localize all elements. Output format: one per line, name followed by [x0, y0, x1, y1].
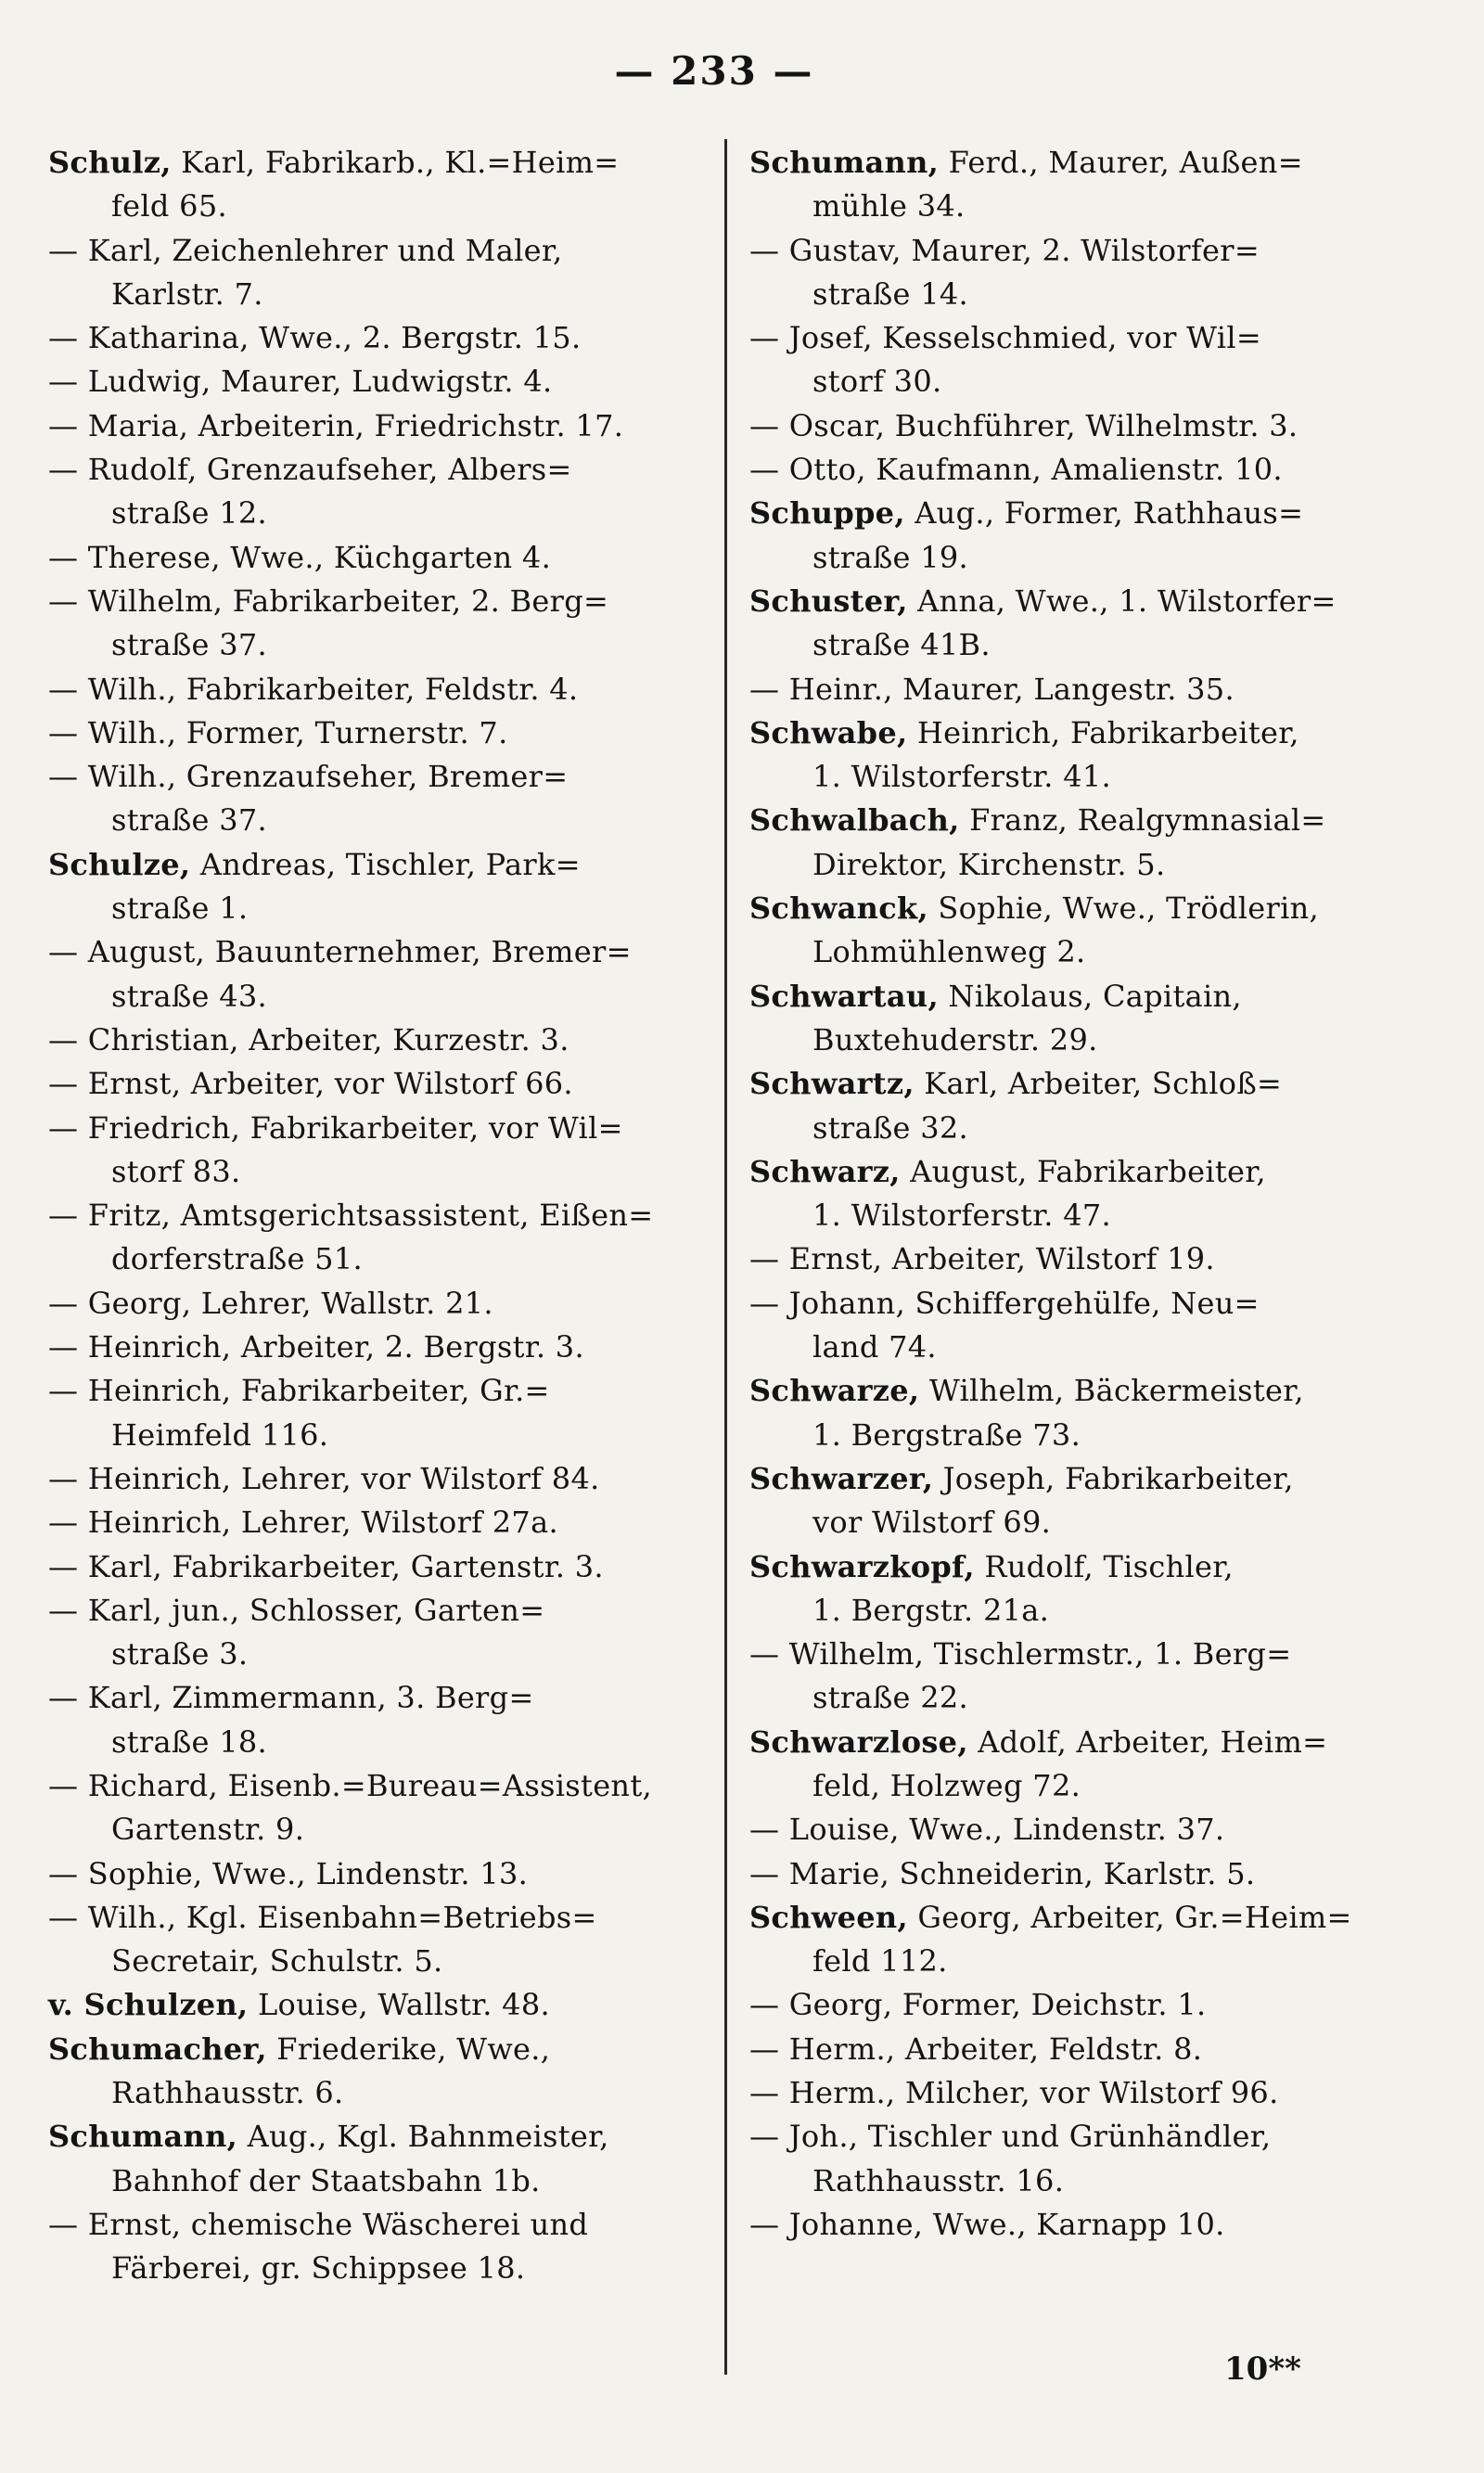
entry-continuation: 1. Wilstorferstr. 47.: [812, 1198, 1112, 1234]
signature-mark: 10**: [1224, 2351, 1301, 2388]
directory-entry: [48, 1107, 716, 1195]
entry-line: — Herm., Arbeiter, Feldstr. 8.: [749, 2031, 1203, 2067]
directory-entry: [48, 1326, 716, 1369]
surname-heading: Schwartz,: [749, 1066, 915, 1102]
entry-line: — Wilh., Former, Turnerstr. 7.: [48, 714, 508, 750]
entry-continuation: straße 41B.: [812, 627, 991, 663]
entry-continuation: Direktor, Kirchenstr. 5.: [812, 846, 1166, 882]
surname-heading: Schuppe,: [749, 495, 905, 532]
directory-entry: [749, 2071, 1436, 2115]
entry-continuation: straße 19.: [812, 539, 969, 575]
entry-continuation: 1. Wilstorferstr. 41.: [812, 759, 1112, 795]
directory-entry: [749, 404, 1436, 448]
directory-entry: [48, 843, 716, 931]
directory-entry: [48, 711, 716, 755]
column-divider: [724, 139, 727, 2375]
directory-entry: [48, 316, 716, 360]
entry-line: — Wilh., Kgl. Eisenbahn=Betriebs=: [48, 1899, 597, 1935]
entry-details: Anna, Wwe., 1. Wilstorfer=: [907, 583, 1337, 619]
directory-entry: [749, 975, 1436, 1063]
directory-entry: [749, 316, 1436, 404]
directory-entry: [48, 404, 716, 448]
entry-line: — Wilhelm, Fabrikarbeiter, 2. Berg=: [48, 583, 609, 619]
entry-line: — Oscar, Buchführer, Wilhelmstr. 3.: [749, 407, 1298, 443]
entry-line: — Katharina, Wwe., 2. Bergstr. 15.: [48, 320, 582, 356]
directory-entry: [749, 141, 1436, 229]
entry-line: — Heinrich, Lehrer, Wilstorf 27a.: [48, 1505, 558, 1541]
surname-heading: Schwartau,: [749, 978, 939, 1014]
entry-details: Ferd., Maurer, Außen=: [939, 145, 1303, 180]
directory-entry: [749, 887, 1436, 975]
directory-entry: [749, 711, 1436, 800]
directory-entry: [749, 2028, 1436, 2071]
directory-entry: [749, 448, 1436, 492]
entry-line: — Otto, Kaufmann, Amalienstr. 10.: [749, 452, 1283, 488]
directory-entry: [749, 1457, 1436, 1545]
entry-line: — Joh., Tischler und Grünhändler,: [749, 2119, 1272, 2155]
entry-line: — Christian, Arbeiter, Kurzestr. 3.: [48, 1021, 569, 1057]
entry-continuation: straße 43.: [111, 978, 268, 1014]
entry-line: — Wilh., Grenzaufseher, Bremer=: [48, 759, 569, 795]
entry-line: [48, 2115, 716, 2159]
entry-line: — Georg, Lehrer, Wallstr. 21.: [48, 1285, 493, 1321]
surname-heading: Schwalbach,: [749, 802, 960, 839]
directory-entry: [749, 2115, 1436, 2203]
directory-entry: [48, 1852, 716, 1896]
directory-entry: [48, 1019, 716, 1062]
entry-continuation: Buxtehuderstr. 29.: [812, 1021, 1098, 1057]
entry-line: [749, 580, 1436, 623]
directory-entry: [48, 1501, 716, 1544]
entry-line: — Herm., Milcher, vor Wilstorf 96.: [749, 2075, 1279, 2111]
entry-line: — Richard, Eisenb.=Bureau=Assistent,: [48, 1767, 652, 1803]
entry-continuation: 1. Bergstraße 73.: [812, 1416, 1081, 1453]
entry-details: Georg, Arbeiter, Gr.=Heim=: [907, 1899, 1352, 1935]
entry-line: — Karl, Zeichenlehrer und Maler,: [48, 232, 563, 268]
directory-entry: [749, 2203, 1436, 2247]
entry-continuation: Heimfeld 116.: [111, 1416, 329, 1453]
entry-details: Franz, Realgymnasial=: [959, 802, 1326, 839]
directory-entry: [749, 1721, 1436, 1809]
entry-continuation: straße 14.: [812, 275, 969, 312]
directory-entry: [48, 1194, 716, 1282]
entry-line: [48, 843, 716, 887]
entry-continuation: storf 83.: [111, 1153, 241, 1189]
directory-entry: [48, 1983, 716, 2027]
directory-entry: [48, 2028, 716, 2116]
entry-line: — Maria, Arbeiterin, Friedrichstr. 17.: [48, 407, 624, 443]
entry-details: Aug., Kgl. Bahnmeister,: [237, 2119, 609, 2155]
entry-line: — Heinrich, Lehrer, vor Wilstorf 84.: [48, 1460, 600, 1496]
entry-details: Aug., Former, Rathhaus=: [904, 495, 1304, 532]
entry-details: Louise, Wallstr. 48.: [248, 1987, 550, 2023]
entry-continuation: straße 22.: [812, 1680, 969, 1716]
directory-entry: [48, 668, 716, 711]
entry-continuation: Rathhausstr. 16.: [812, 2162, 1065, 2198]
directory-entry: [749, 1808, 1436, 1852]
directory-entry: [48, 360, 716, 404]
entry-continuation: storf 30.: [812, 364, 942, 400]
entry-line: — Karl, Zimmermann, 3. Berg=: [48, 1680, 534, 1716]
entry-line: — Ernst, Arbeiter, Wilstorf 19.: [749, 1241, 1215, 1277]
directory-entry: [749, 1633, 1436, 1721]
entry-line: — Marie, Schneiderin, Karlstr. 5.: [749, 1855, 1256, 1891]
entry-continuation: Rathhausstr. 6.: [111, 2075, 344, 2111]
entry-line: [48, 2028, 716, 2071]
directory-entry: [48, 580, 716, 668]
directory-entry: [749, 1896, 1436, 1984]
entry-details: Nikolaus, Capitain,: [938, 978, 1242, 1014]
entry-details: Andreas, Tischler, Park=: [190, 846, 581, 882]
directory-entry: [48, 2203, 716, 2291]
entry-continuation: mühle 34.: [812, 188, 966, 224]
right-column: [749, 141, 1436, 2247]
entry-details: Wilhelm, Bäckermeister,: [919, 1373, 1304, 1409]
entry-continuation: straße 32.: [812, 1109, 969, 1146]
entry-line: [48, 141, 716, 185]
entry-line: [749, 1457, 1436, 1501]
entry-line: — Louise, Wwe., Lindenstr. 37.: [749, 1812, 1225, 1848]
directory-entry: [749, 492, 1436, 580]
left-column: [48, 141, 716, 2291]
directory-entry: [48, 1369, 716, 1457]
entry-line: — August, Bauunternehmer, Bremer=: [48, 934, 632, 970]
directory-entry: [48, 1545, 716, 1589]
directory-entry: [749, 1852, 1436, 1896]
surname-heading: Schumann,: [48, 2119, 238, 2155]
entry-details: Friederike, Wwe.,: [266, 2031, 551, 2067]
directory-entry: [48, 755, 716, 843]
entry-line: — Ernst, Arbeiter, vor Wilstorf 66.: [48, 1066, 573, 1102]
entry-details: Karl, Arbeiter, Schloß=: [914, 1066, 1283, 1102]
directory-entry: [48, 1676, 716, 1764]
directory-entry: [48, 1457, 716, 1501]
entry-continuation: Lohmühlenweg 2.: [812, 934, 1086, 970]
surname-heading: Schumacher,: [48, 2031, 267, 2067]
entry-line: — Heinrich, Arbeiter, 2. Bergstr. 3.: [48, 1329, 584, 1365]
entry-continuation: straße 37.: [111, 627, 268, 663]
directory-entry: [749, 668, 1436, 711]
directory-entry: [749, 1282, 1436, 1370]
entry-line: [749, 799, 1436, 842]
entry-line: — Ludwig, Maurer, Ludwigstr. 4.: [48, 364, 553, 400]
entry-line: [48, 1983, 716, 2027]
surname-heading: Schween,: [749, 1899, 908, 1935]
entry-line: [749, 1545, 1436, 1589]
entry-details: Adolf, Arbeiter, Heim=: [967, 1723, 1328, 1760]
surname-heading: Schwarzer,: [749, 1460, 934, 1496]
entry-line: [749, 1721, 1436, 1764]
entry-continuation: feld 65.: [111, 188, 227, 224]
directory-entry: [48, 141, 716, 229]
directory-entry: [749, 580, 1436, 668]
surname-heading: Schuster,: [749, 583, 908, 619]
entry-line: — Wilhelm, Tischlermstr., 1. Berg=: [749, 1636, 1292, 1672]
directory-entry: [48, 229, 716, 317]
directory-entry: [749, 1983, 1436, 2027]
entry-details: Joseph, Fabrikarbeiter,: [933, 1460, 1294, 1496]
entry-continuation: straße 18.: [111, 1723, 268, 1760]
directory-entry: [48, 1062, 716, 1106]
page-number: — 233 —: [614, 48, 814, 94]
directory-entry: [48, 930, 716, 1019]
surname-heading: v. Schulzen,: [48, 1987, 249, 2023]
entry-details: Rudolf, Tischler,: [974, 1548, 1234, 1584]
entry-continuation: feld, Holzweg 72.: [812, 1767, 1081, 1803]
entry-continuation: Bahnhof der Staatsbahn 1b.: [111, 2162, 541, 2198]
entry-line: [749, 1150, 1436, 1194]
directory-entry: [48, 1764, 716, 1852]
entry-continuation: dorferstraße 51.: [111, 1241, 363, 1277]
surname-heading: Schwarze,: [749, 1373, 920, 1409]
surname-heading: Schulz,: [48, 145, 172, 180]
entry-line: — Ernst, chemische Wäscherei und: [48, 2206, 589, 2242]
entry-continuation: land 74.: [812, 1329, 937, 1365]
entry-line: — Josef, Kesselschmied, vor Wil=: [749, 320, 1261, 356]
directory-entry: [749, 1369, 1436, 1457]
entry-line: [749, 1062, 1436, 1106]
surname-heading: Schwanck,: [749, 891, 928, 927]
directory-entry: [48, 1589, 716, 1677]
directory-entry: [749, 229, 1436, 317]
directory-entry: [749, 1150, 1436, 1238]
entry-line: [749, 975, 1436, 1019]
entry-continuation: vor Wilstorf 69.: [812, 1505, 1052, 1541]
directory-entry: [48, 1896, 716, 1984]
entry-line: — Johanne, Wwe., Karnapp 10.: [749, 2206, 1225, 2242]
entry-details: August, Fabrikarbeiter,: [900, 1153, 1266, 1189]
entry-continuation: straße 37.: [111, 802, 268, 839]
entry-details: Sophie, Wwe., Trödlerin,: [928, 891, 1319, 927]
directory-entry: [749, 1062, 1436, 1150]
entry-line: — Rudolf, Grenzaufseher, Albers=: [48, 452, 572, 488]
entry-line: — Fritz, Amtsgerichtsassistent, Eißen=: [48, 1198, 654, 1234]
entry-line: — Gustav, Maurer, 2. Wilstorfer=: [749, 232, 1260, 268]
surname-heading: Schumann,: [749, 145, 940, 180]
surname-heading: Schwarzkopf,: [749, 1548, 975, 1584]
entry-line: [749, 887, 1436, 930]
entry-line: [749, 492, 1436, 535]
entry-line: — Heinrich, Fabrikarbeiter, Gr.=: [48, 1373, 550, 1409]
directory-entry: [48, 1282, 716, 1326]
directory-entry: [749, 1545, 1436, 1634]
surname-heading: Schulze,: [48, 846, 191, 882]
entry-line: — Friedrich, Fabrikarbeiter, vor Wil=: [48, 1109, 623, 1146]
entry-continuation: Gartenstr. 9.: [111, 1812, 305, 1848]
entry-continuation: Färberei, gr. Schippsee 18.: [111, 2250, 526, 2287]
directory-entry: [749, 1237, 1436, 1281]
entry-continuation: feld 112.: [812, 1943, 948, 1980]
entry-details: Heinrich, Fabrikarbeiter,: [907, 714, 1299, 750]
entry-line: — Heinr., Maurer, Langestr. 35.: [749, 671, 1235, 707]
directory-entry: [749, 799, 1436, 887]
entry-continuation: Karlstr. 7.: [111, 275, 263, 312]
directory-entry: [48, 448, 716, 536]
entry-continuation: 1. Bergstr. 21a.: [812, 1592, 1050, 1628]
surname-heading: Schwarz,: [749, 1153, 901, 1189]
directory-entry: [48, 536, 716, 580]
surname-heading: Schwabe,: [749, 714, 908, 750]
directory-entry: [48, 2115, 716, 2203]
entry-continuation: straße 3.: [111, 1636, 249, 1672]
entry-continuation: straße 1.: [111, 891, 249, 927]
entry-line: — Georg, Former, Deichstr. 1.: [749, 1987, 1207, 2023]
entry-line: [749, 1369, 1436, 1413]
entry-line: [749, 711, 1436, 755]
entry-continuation: straße 12.: [111, 495, 268, 532]
entry-line: [749, 1896, 1436, 1940]
entry-line: — Therese, Wwe., Küchgarten 4.: [48, 539, 552, 575]
entry-line: — Karl, Fabrikarbeiter, Gartenstr. 3.: [48, 1548, 604, 1584]
entry-line: — Sophie, Wwe., Lindenstr. 13.: [48, 1855, 529, 1891]
entry-continuation: Secretair, Schulstr. 5.: [111, 1943, 443, 1980]
entry-details: Karl, Fabrikarb., Kl.=Heim=: [171, 145, 620, 180]
entry-line: [749, 141, 1436, 185]
surname-heading: Schwarzlose,: [749, 1723, 968, 1760]
entry-line: — Karl, jun., Schlosser, Garten=: [48, 1592, 545, 1628]
entry-line: — Wilh., Fabrikarbeiter, Feldstr. 4.: [48, 671, 579, 707]
entry-line: — Johann, Schiffergehülfe, Neu=: [749, 1285, 1260, 1321]
